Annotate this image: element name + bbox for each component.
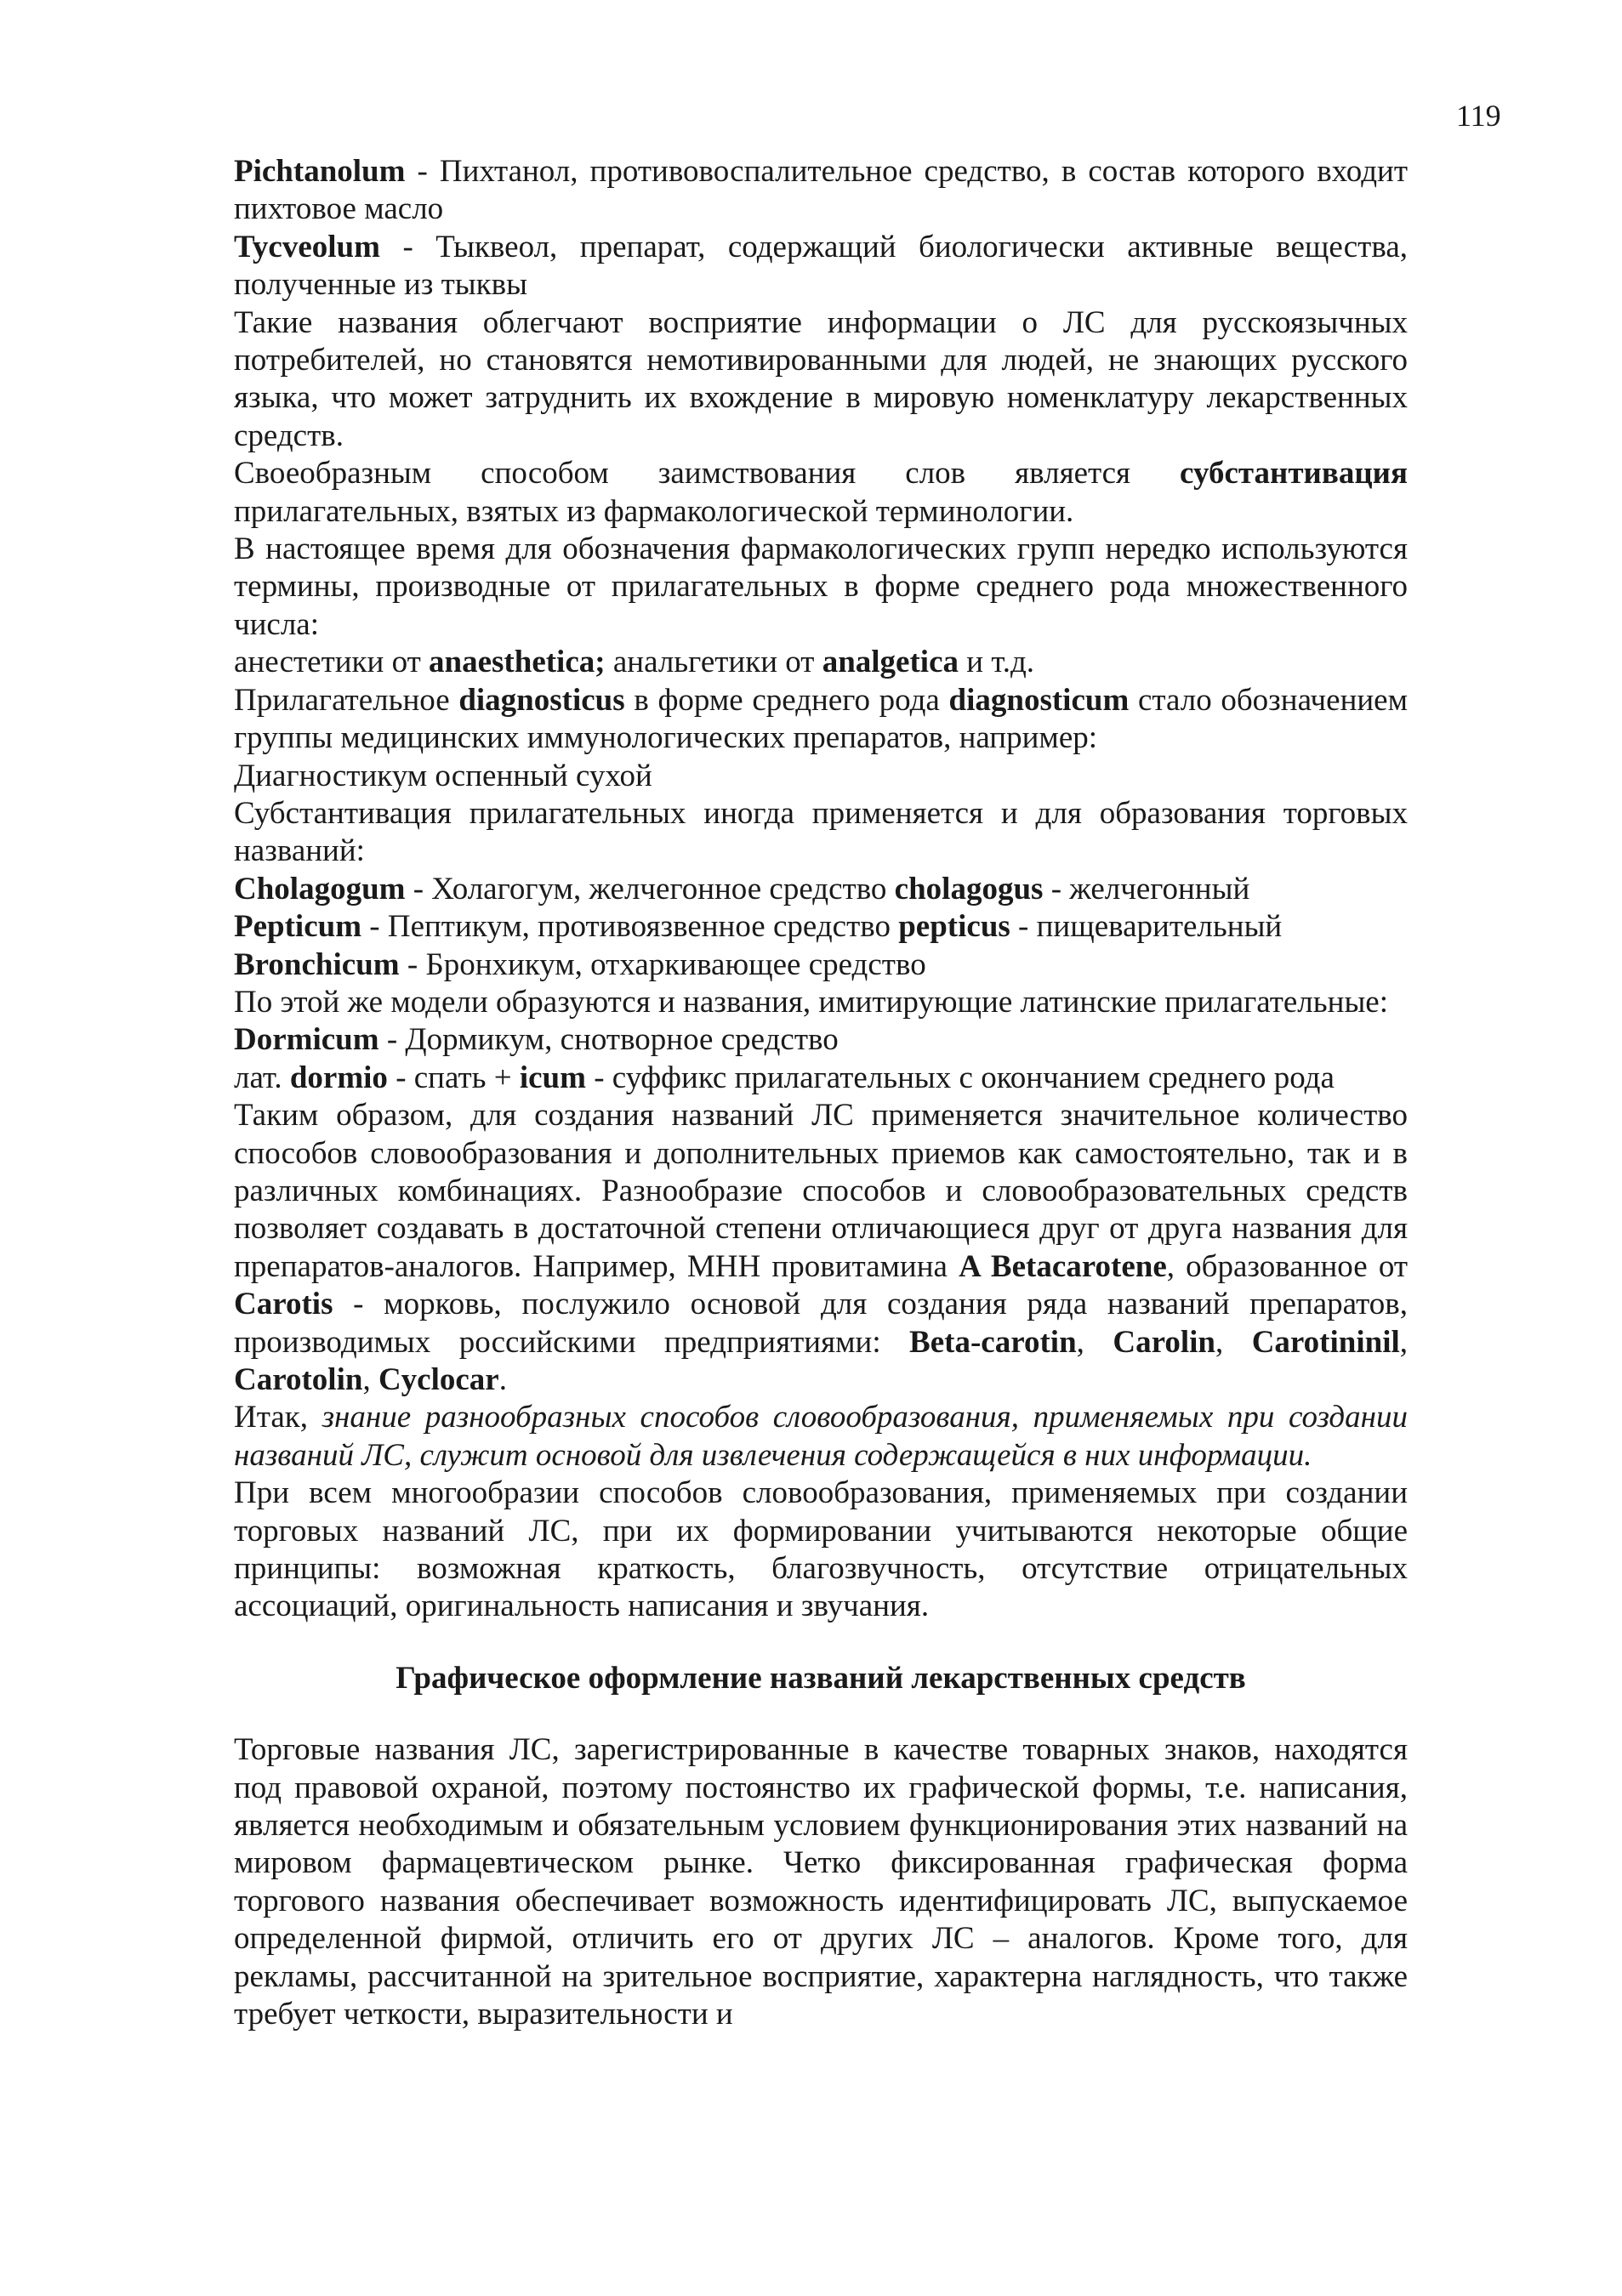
- text-run: - Пептикум, противоязвенное средство: [361, 909, 899, 945]
- paragraph: [234, 455, 1408, 531]
- paragraph: [234, 908, 1408, 946]
- bold-term: anaesthetica;: [429, 645, 606, 680]
- text-run: По этой же модели образуются и названия, имитирующие латинские прилагательные:: [234, 984, 1389, 1020]
- paragraph: [234, 871, 1408, 908]
- text-run: - морковь, послужило основой для создания ряда названий препаратов, производимых российскими предприятиями:: [234, 1287, 1408, 1360]
- body-paragraphs: [234, 153, 1408, 1626]
- text-run: стало обозначением группы медицинских иммунологических препаратов, например:: [234, 682, 1409, 756]
- paragraph: [234, 1399, 1408, 1475]
- text-run: прилагательных, взятых из фармакологической терминологии.: [234, 493, 1074, 529]
- bold-term: A Betacarotene: [959, 1248, 1167, 1284]
- text-run: Субстантивация прилагательных иногда применяется и для образования торговых названий:: [234, 795, 1408, 869]
- text-run: - Тыквеол, препарат, содержащий биологически активные вещества, полученные из тыквы: [234, 229, 1408, 303]
- paragraph: [234, 1060, 1408, 1097]
- text-run: При всем многообразии способов словообразования, применяемых при создании торговых названий ЛС, при их формировании учитываются некоторые общие принципы: возможная краткость, благозвучность, отсутствие отрицательных ассоциаций, оригинальность написания и звучания.: [234, 1475, 1408, 1624]
- text-run: - Пихтанол, противовоспалительное средство, в состав которого входит пихтовое масло: [234, 154, 1408, 227]
- bold-term: Carolin: [1113, 1324, 1215, 1360]
- bold-term: pepticus: [898, 909, 1010, 945]
- text-run: Такие названия облегчают восприятие информации о ЛС для русскоязычных потребителей, но становятся немотивированными для людей, не знающих русского языка, что может затруднить их вхождение в мировую номенклатуру лекарственных средств.: [234, 304, 1408, 453]
- paragraph: [234, 1097, 1408, 1399]
- text-run: Диагностикум оспенный сухой: [234, 758, 652, 793]
- bold-term: Beta-carotin: [909, 1324, 1077, 1360]
- paragraph: [234, 229, 1408, 304]
- page-number: 119: [1456, 99, 1501, 133]
- bold-term: Pepticum: [234, 909, 362, 945]
- text-run: ,: [1215, 1324, 1252, 1360]
- paragraph: [234, 795, 1408, 871]
- paragraph: [234, 946, 1408, 984]
- text-run: - желчегонный: [1043, 871, 1250, 906]
- text-run: анестетики от: [234, 645, 430, 680]
- bold-term: Carotis: [234, 1287, 333, 1322]
- bold-term: Tycveolum: [234, 229, 380, 264]
- text-run: ,: [1399, 1324, 1409, 1360]
- text-run: - пищеварительный: [1010, 909, 1283, 945]
- text-run: лат.: [234, 1060, 290, 1095]
- text-run: .: [498, 1362, 507, 1397]
- text-run: Таким образом, для создания названий ЛС применяется значительное количество способов словообразования и дополнительных приемов как самостоятельно, так и в различных комбинациях. Разнообразие способов и словообразовательных средств позволяет создавать в достаточной степени отличающиеся друг от друга названия для препаратов-аналогов. Например, МНН провитамина: [234, 1098, 1408, 1284]
- italic-text: знание разнообразных способов словообразования, применяемых при создании названий ЛС, служит основой для извлечения содержащейся в них информации.: [234, 1400, 1408, 1473]
- bold-term: Cyclocar: [378, 1362, 499, 1397]
- text-run: - Бронхикум, отхаркивающее средство: [399, 946, 926, 982]
- text-run: - спать +: [387, 1060, 520, 1095]
- paragraph: [234, 984, 1408, 1021]
- text-run: анальгетики от: [605, 645, 822, 680]
- bold-term: Carotolin: [234, 1362, 363, 1397]
- paragraph: [234, 644, 1408, 681]
- text-run: Прилагательное: [234, 682, 459, 718]
- page-content: [234, 153, 1408, 2034]
- text-run: Торговые названия ЛС, зарегистрированные в качестве товарных знаков, находятся под правовой охраной, поэтому постоянство их графической формы, т.е. написания, является необходимым и обязательным условием функционирования этих названий на мировом фармацевтическом рынке. Четко фиксированная графическая форма торгового названия обеспечивает возможность идентифицировать ЛС, выпускаемое определенной фирмой, отличить его от других ЛС – аналогов. Кроме того, для рекламы, рассчитанной на зрительное восприятие, характерна наглядность, что также требует четкости, выразительности и: [234, 1732, 1408, 2032]
- paragraph: [234, 1475, 1408, 1626]
- text-run: в форме среднего рода: [624, 682, 949, 718]
- text-run: , образованное от: [1166, 1248, 1409, 1284]
- bold-term: icum: [519, 1060, 586, 1095]
- paragraph: [234, 304, 1408, 456]
- bold-term: diagnosticum: [948, 682, 1130, 718]
- bold-term: Pichtanolum: [234, 154, 406, 189]
- paragraph: [234, 1021, 1408, 1059]
- bold-term: cholagogus: [894, 871, 1044, 906]
- bold-term: analgetica: [822, 645, 959, 680]
- text-run: - Дормикум, снотворное средство: [378, 1022, 839, 1058]
- bold-term: Dormicum: [234, 1022, 379, 1058]
- paragraph: [234, 153, 1408, 229]
- paragraph: [234, 1731, 1408, 2033]
- paragraph: [234, 531, 1408, 644]
- bold-term: Cholagogum: [234, 871, 406, 906]
- text-run: - Холагогум, желчегонное средство: [405, 871, 895, 906]
- text-run: Своеобразным способом заимствования слов является: [234, 456, 1181, 492]
- text-run: В настоящее время для обозначения фармакологических групп нередко используются термины, производные от прилагательных в форме среднего рода множественного числа:: [234, 531, 1408, 642]
- text-run: ,: [1076, 1324, 1113, 1360]
- text-run: - суффикс прилагательных с окончанием среднего рода: [585, 1060, 1335, 1095]
- bold-term: Carotininil: [1251, 1324, 1400, 1360]
- bold-term: dormio: [289, 1060, 388, 1095]
- paragraph: [234, 758, 1408, 795]
- text-run: Итак,: [234, 1400, 322, 1435]
- bold-term: diagnosticus: [458, 682, 625, 718]
- text-run: ,: [362, 1362, 378, 1397]
- paragraph: [234, 682, 1408, 758]
- section-paragraphs: [234, 1731, 1408, 2033]
- bold-term: Bronchicum: [234, 946, 400, 982]
- section-heading: Графическое оформление названий лекарственных средств: [396, 1660, 1246, 1696]
- bold-term: субстантивация: [1180, 456, 1408, 492]
- text-run: и т.д.: [959, 645, 1035, 680]
